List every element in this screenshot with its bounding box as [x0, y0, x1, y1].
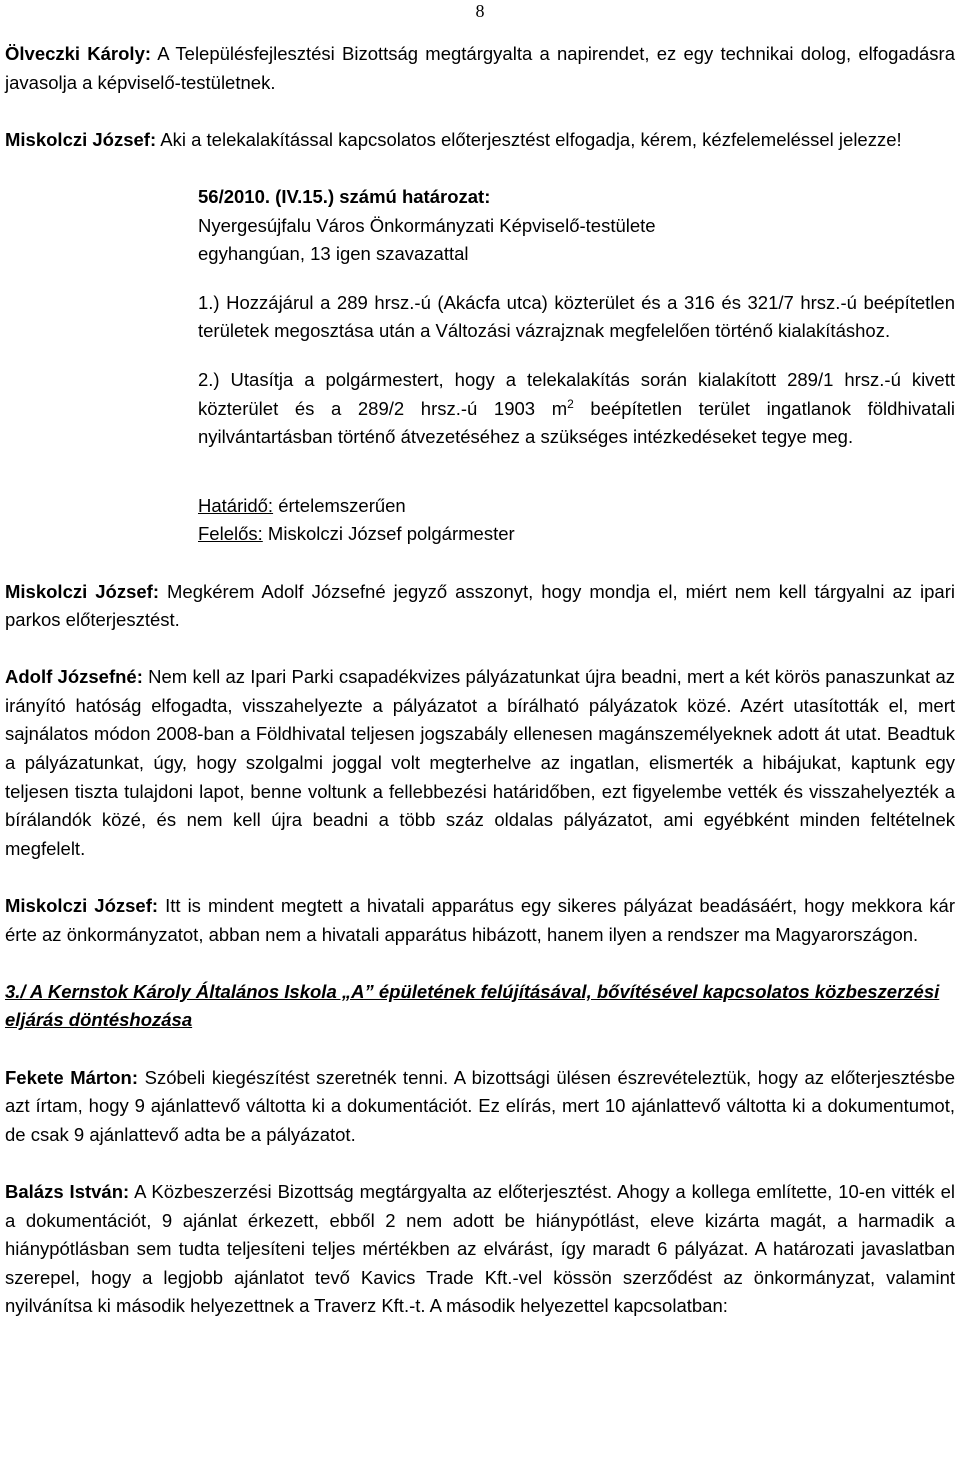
speaker-name: Miskolczi József: — [5, 580, 159, 602]
paragraph-text: Aki a telekalakítással kapcsolatos előterjesztést elfogadja, kérem, kézfelemeléssel jelezze! — [156, 128, 902, 150]
speaker-name: Fekete Márton: — [5, 1066, 139, 1088]
resolution-item-2 — [198, 366, 955, 452]
page-number: 8 — [475, 1, 485, 21]
paragraph-adolf — [5, 663, 955, 863]
deadline-label: Határidő: — [198, 494, 274, 516]
agenda-heading: 3./ A Kernstok Károly Általános Iskola „A” épületének felújításával, bővítésével kapcsolatos közbeszerzési eljárás döntéshozása — [5, 980, 940, 1031]
speaker-name: Adolf Józsefné: — [5, 666, 143, 688]
paragraph-text: Szóbeli kiegészítést szeretnék tenni. A bizottsági ülésen észrevételeztük, hogy az előterjesztésbe azt írtam, hogy 9 ajánlattevő váltotta ki a dokumentációt. Ez elírás, mert 10 ajánlattevő váltotta ki a dokumentumot, de csak 9 ajánlattevő adta be a pályázatot. — [5, 1066, 956, 1145]
paragraph-miskolczi-request — [5, 578, 955, 635]
resolution-item-1: 1.) Hozzájárul a 289 hrsz.-ú (Akácfa utca) közterület és a 316 és 321/7 hrsz.-ú beépítetlen területek megosztása után a Változási vázrajznak megfelelően történő kialakításhoz. — [198, 291, 955, 342]
paragraph-text: A Közbeszerzési Bizottság megtárgyalta az előterjesztést. Ahogy a kollega említette, 10-en vitték el a dokumentációt, 9 ajánlat érkezett, ebből 2 nem adott be hiánypótlást, eleve kizárta magát, a harmadik a hiánypótlásban sem tudta teljesíteni teljes mértékben az elvárást, így maradt 6 pályázat. A határozati javaslatban szerepel, hogy a legjobb ajánlatot tevő Kavics Trade Kft.-vel kössön szerződést az önkormányzat, valamint nyilvánítsa ki második helyezettnek a Traverz Kft.-t. A második helyezettel kapcsolatban: — [5, 1180, 955, 1317]
deadline-line — [5, 492, 955, 521]
speaker-name: Balázs István: — [5, 1180, 130, 1202]
responsible-label: Felelős: — [198, 523, 263, 545]
resolution-vote-line: egyhangúan, 13 igen szavazattal — [198, 243, 469, 265]
superscript: 2 — [567, 396, 574, 411]
resolution-body-line: Nyergesújfalu Város Önkormányzati Képviselő-testülete — [198, 214, 656, 236]
paragraph-fekete — [5, 1064, 955, 1150]
paragraph-text: Megkérem Adolf Józsefné jegyző asszonyt, hogy mondja el, miért nem kell tárgyalni az ipari parkos előterjesztést. — [5, 580, 955, 631]
deadline-value: értelemszerűen — [273, 494, 406, 516]
speaker-name: Ölveczki Károly: — [5, 43, 152, 64]
paragraph-text: Itt is mindent megtett a hivatali apparátus egy sikeres pályázat beadásáért, hogy mekkora kár érte az önkormányzatot, abban nem a hivatali apparátus hibázott, hanem ilyen a rendszer ma Magyarországon. — [5, 895, 955, 945]
resolution-block — [5, 183, 955, 549]
document-page — [5, 40, 955, 1321]
responsible-line — [5, 520, 955, 549]
item-text: 2.) Utasítja a polgármestert, hogy a telekalakítás során kialakított 289/1 hrsz.-ú kivett közterület és a 289/2 hrsz.-ú 1903 m — [198, 368, 955, 419]
resolution-number: 56/2010. (IV.15.) számú határozat: — [198, 185, 491, 207]
responsible-value: Miskolczi József polgármester — [262, 523, 515, 545]
paragraph-text: Nem kell az Ipari Parki csapadékvizes pályázatunkat újra beadni, mert a két körös panaszunkat az irányító hatóság elfogadta, visszahelyezte a pályázatot a bírálható pályázatok közé. Azért utasították el, mert sajnálatos módon 2008-ban a Földhivatal teljesen jogszabály ellenesen magánszemélyeknek adott át utat. Beadtuk a pályázatunkat, úgy, hogy szolgalmi joggal volt megterhelve az ingatlan, elismerték a hibájukat, kaptunk egy teljesen tiszta tulajdoni lapot, benne voltunk a fellebbezési határidőben, ezt figyelembe vették és visszahelyezték a bírálandók közé, és nem kell újra beadni a több száz oldalas pályázatot, ami egyébként minden feltételnek megfelelt. — [5, 666, 956, 859]
speaker-name: Miskolczi József: — [5, 128, 157, 150]
paragraph-olveczki — [5, 40, 955, 97]
speaker-name: Miskolczi József: — [5, 895, 159, 917]
paragraph-balazs — [5, 1178, 955, 1321]
paragraph-miskolczi-vote — [5, 126, 955, 155]
item-text: beépítetlen terület ingatlanok földhivatali nyilvántartásban történő átvezetéséhez a szükséges intézkedéseket tegye meg. — [198, 397, 955, 448]
paragraph-miskolczi-comment — [5, 892, 955, 949]
paragraph-text: A Településfejlesztési Bizottság megtárgyalta a napirendet, ez egy technikai dolog, elfogadásra javasolja a képviselő-testületnek. — [5, 43, 956, 93]
